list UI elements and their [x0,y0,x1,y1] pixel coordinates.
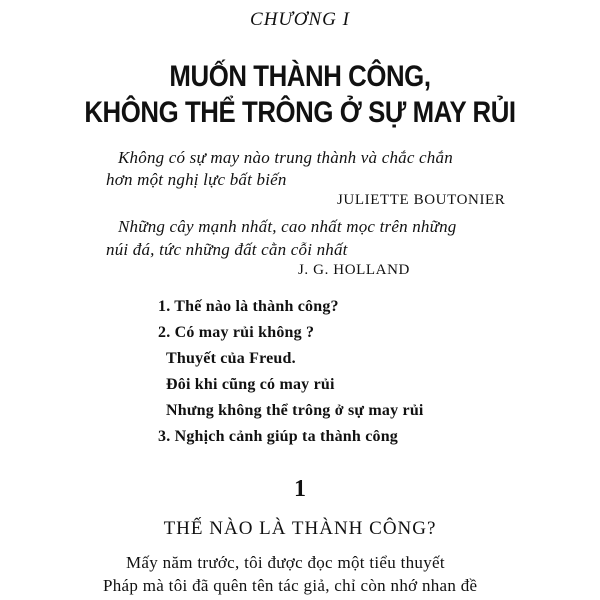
epigraph-2-line-1: Những cây mạnh nhất, cao nhất mọc trên những [118,217,457,236]
epigraph-1-line-1: Không có sự may nào trung thành và chắc chắn [118,148,453,167]
body-line-1: Mấy năm trước, tôi được đọc một tiểu thuyết [126,553,445,572]
toc-subitem-cannot-rely: Nhưng không thể trông ở sự may rủi [166,402,424,419]
epigraph-1-author: JULIETTE BOUTONIER [337,192,506,208]
toc-item-2: 2. Có may rủi không ? [158,324,315,341]
epigraph-1-line-2: hơn một nghị lực bất biến [106,170,287,189]
epigraph-2-line-2: núi đá, tức những đất cằn cỗi nhất [106,240,348,259]
chapter-title-line-2: KHÔNG THỂ TRÔNG Ở SỰ MAY RỦI [84,96,516,129]
toc-item-1: 1. Thế nào là thành công? [158,298,339,315]
toc-item-3: 3. Nghịch cảnh giúp ta thành công [158,428,398,445]
chapter-title-line-1: MUỐN THÀNH CÔNG, [169,60,431,93]
section-title: THẾ NÀO LÀ THÀNH CÔNG? [163,518,437,539]
body-line-2: Pháp mà tôi đã quên tên tác giả, chỉ còn nhớ nhan đề [103,576,478,595]
toc-subitem-sometimes-luck: Đôi khi cũng có may rủi [166,376,335,393]
chapter-label: CHƯƠNG I [250,9,350,30]
epigraph-2-author: J. G. HOLLAND [298,262,410,278]
section-number: 1 [294,476,306,502]
toc-subitem-freud: Thuyết của Freud. [166,350,296,367]
